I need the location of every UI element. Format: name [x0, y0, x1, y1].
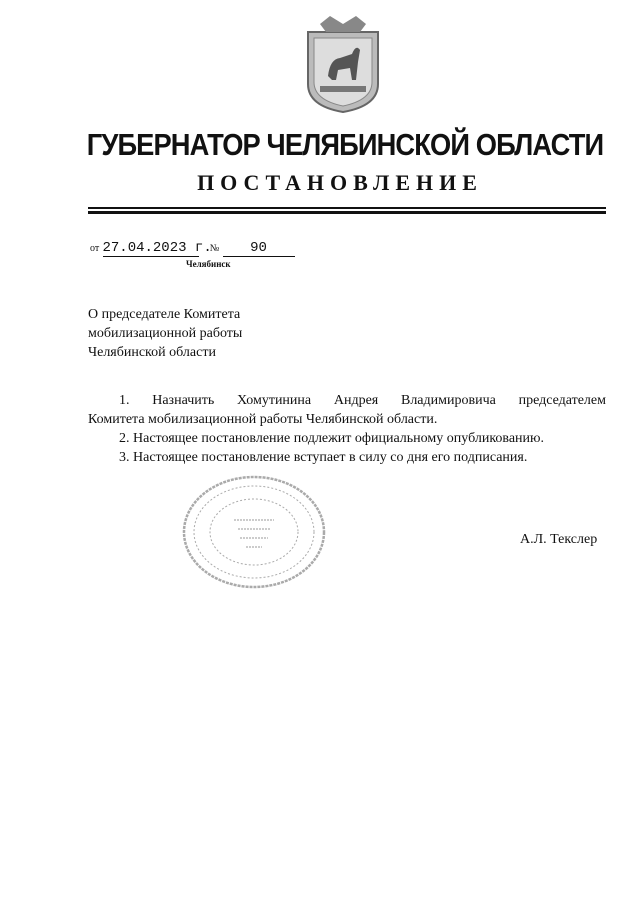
- paragraph-3: 3. Настоящее постановление вступает в силу со дня его подписания.: [119, 450, 528, 465]
- document-body: [88, 391, 606, 467]
- city: Челябинск: [186, 259, 231, 269]
- date-label: от: [90, 243, 100, 254]
- header-rule-thick: [88, 211, 606, 214]
- paragraph-1-line-1: 1. Назначить Хомутинина Андрея Владимировича председателем: [119, 393, 606, 408]
- number-label: №: [209, 243, 220, 254]
- subject-line: О председателе Комитета: [88, 307, 241, 322]
- document-subject: [88, 305, 242, 362]
- header-rule-thin: [88, 207, 606, 209]
- document-number: 90: [223, 240, 295, 257]
- paragraph-2: 2. Настоящее постановление подлежит официальному опубликованию.: [119, 431, 544, 446]
- subject-line: мобилизационной работы: [88, 326, 243, 341]
- issuer-title: ГУБЕРНАТОР ЧЕЛЯБИНСКОЙ ОБЛАСТИ: [86, 127, 604, 162]
- signer-name: А.Л. Текслер: [520, 532, 598, 547]
- coat-of-arms-emblem: [300, 14, 386, 114]
- document-date: 27.04.2023 г.: [102, 240, 212, 256]
- paragraph-1-line-2: Комитета мобилизационной работы Челябинской области.: [88, 412, 438, 427]
- subject-line: Челябинской области: [88, 345, 216, 360]
- document-type: ПОСТАНОВЛЕНИЕ: [197, 170, 483, 195]
- official-seal: [178, 474, 330, 589]
- document-meta: [90, 239, 295, 257]
